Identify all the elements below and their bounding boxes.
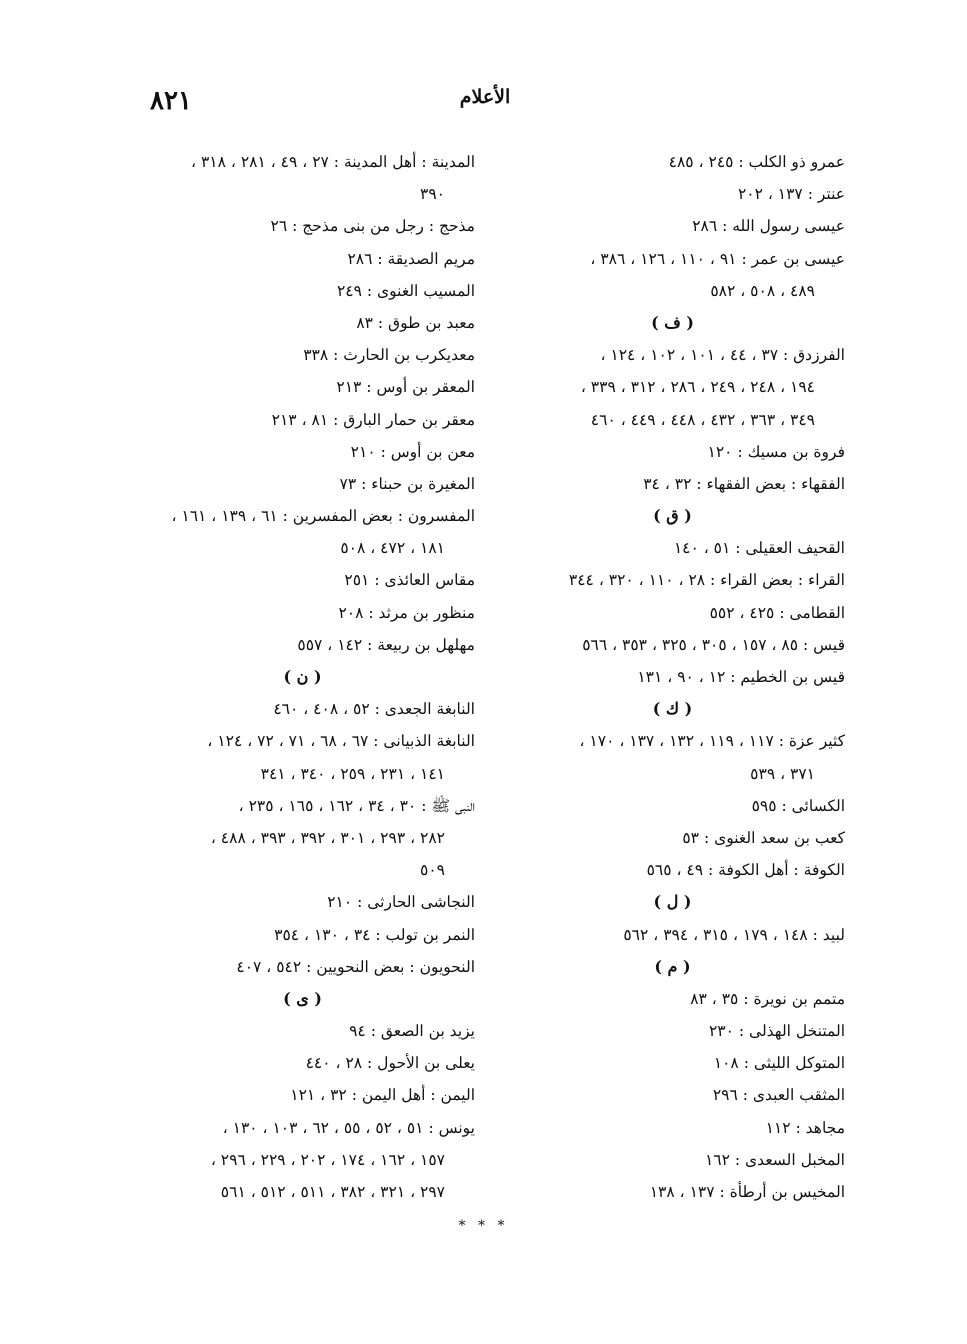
index-entry: النابغة الذبيانى : ٦٧ ، ٦٨ ، ٧١ ، ٧٢ ، ١٢٤ ،	[207, 732, 475, 751]
index-entry: النمر بن تولب : ٣٤ ، ١٣٠ ، ٣٥٤	[274, 925, 475, 944]
index-letter-heading: ( م )	[654, 956, 691, 976]
index-entry-continuation: ٥٠٩	[420, 861, 445, 880]
index-entry: يزيد بن الصعق : ٩٤	[349, 1022, 475, 1041]
index-letter-heading: ( ى )	[283, 988, 322, 1008]
index-entry: المخبل السعدى : ١٦٢	[704, 1150, 845, 1169]
index-entry: المعقر بن أوس : ٢١٣	[336, 378, 475, 397]
index-entry: الفرزدق : ٣٧ ، ٤٤ ، ١٠١ ، ١٠٢ ، ١٢٤ ،	[600, 346, 845, 365]
index-entry: الكسائى : ٥٩٥	[751, 796, 845, 815]
index-entry: القراء : بعض القراء : ٢٨ ، ١١٠ ، ٣٢٠ ، ٣٤٤	[568, 571, 845, 590]
index-entry: متمم بن نويرة : ٣٥ ، ٨٣	[690, 989, 845, 1008]
index-entry-continuation: ١٥٧ ، ١٦٢ ، ١٧٤ ، ٢٠٢ ، ٢٢٩ ، ٢٩٦ ،	[210, 1150, 445, 1169]
index-entry-continuation: ٣٤٩ ، ٣٦٣ ، ٤٣٢ ، ٤٤٨ ، ٤٤٩ ، ٤٦٠	[590, 410, 815, 429]
index-entry: المسيب الغنوى : ٢٤٩	[336, 281, 475, 300]
index-entry: مجاهد : ١١٢	[765, 1118, 845, 1137]
index-entry: المتنخل الهذلى : ٢٣٠	[708, 1022, 845, 1041]
index-entry: النحويون : بعض النحويين : ٥٤٢ ، ٤٠٧	[236, 957, 475, 976]
index-entry: الكوفة : أهل الكوفة : ٤٩ ، ٥٦٥	[646, 861, 845, 880]
index-entry: معقر بن حمار البارق : ٨١ ، ٢١٣	[271, 410, 475, 429]
index-entry: المتوكل الليثى : ١٠٨	[713, 1054, 845, 1073]
index-entry: معبد بن طوق : ٨٣	[356, 313, 475, 332]
index-entry: معديكرب بن الحارث : ٣٣٨	[303, 346, 475, 365]
index-entry-continuation: ٤٨٩ ، ٥٠٨ ، ٥٨٢	[710, 281, 815, 300]
index-entry: قيس : ٨٥ ، ١٥٧ ، ٣٠٥ ، ٣٢٥ ، ٣٥٣ ، ٥٦٦	[582, 635, 845, 654]
index-column-left	[130, 146, 475, 1208]
index-entry: قيس بن الخطيم : ١٢ ، ٩٠ ، ١٣١	[637, 668, 845, 686]
index-letter-heading: ( ن )	[283, 667, 322, 686]
index-entry: فروة بن مسيك : ١٢٠	[707, 442, 845, 461]
index-entry: منظور بن مرثد : ٢٠٨	[338, 603, 475, 622]
index-entry: اليمن : أهل اليمن : ٣٢ ، ١٢١	[290, 1086, 475, 1105]
index-entry: معن بن أوس : ٢١٠	[350, 442, 475, 461]
index-entry: المفسرون : بعض المفسرين : ٦١ ، ١٣٩ ، ١٦١ ،	[171, 507, 475, 526]
index-entry-continuation: ٢٨٢ ، ٢٩٣ ، ٣٠١ ، ٣٩٢ ، ٣٩٣ ، ٤٨٨ ،	[210, 828, 445, 847]
index-entry: المدينة : أهل المدينة : ٢٧ ، ٤٩ ، ٢٨١ ، ٣١٨ ،	[191, 153, 475, 171]
index-entry: لبيد : ١٤٨ ، ١٧٩ ، ٣١٥ ، ٣٩٤ ، ٥٦٢	[623, 925, 845, 944]
index-entry: مريم الصديقة : ٢٨٦	[347, 249, 475, 268]
index-entry: مهلهل بن ربيعة : ١٤٢ ، ٥٥٧	[297, 635, 475, 654]
index-entry: كعب بن سعد الغنوى : ٥٣	[682, 828, 845, 847]
index-entry: عيسى رسول الله : ٢٨٦	[692, 217, 845, 236]
index-entry: النبى ﷺ : ٣٠ ، ٣٤ ، ١٦٢ ، ١٦٥ ، ٢٣٥ ،	[238, 796, 475, 815]
page-number: ٨٢١	[150, 86, 192, 116]
index-entry: القحيف العقيلى : ٥١ ، ١٤٠	[673, 539, 845, 558]
section-end-ornament: * * *	[458, 1218, 509, 1234]
index-entry: القطامى : ٤٢٥ ، ٥٥٢	[709, 603, 845, 622]
index-letter-heading: ( ف )	[651, 312, 694, 332]
index-entry: عيسى بن عمر : ٩١ ، ١١٠ ، ١٢٦ ، ٣٨٦ ،	[590, 249, 845, 268]
index-letter-heading: ( ق )	[653, 506, 692, 526]
index-entry: الفقهاء : بعض الفقهاء : ٣٢ ، ٣٤	[643, 474, 845, 493]
index-entry: عمرو ذو الكلب : ٢٤٥ ، ٤٨٥	[668, 153, 845, 171]
index-entry: يونس : ٥١ ، ٥٢ ، ٥٥ ، ٦٢ ، ١٠٣ ، ١٣٠ ،	[222, 1118, 475, 1137]
index-entry: النجاشى الحارثى : ٢١٠	[327, 893, 475, 912]
index-entry-continuation: ٣٩٠	[420, 185, 445, 204]
index-entry: النابغة الجعدى : ٥٢ ، ٤٠٨ ، ٤٦٠	[273, 700, 475, 719]
index-entry: مذحج : رجل من بنى مذحج : ٢٦	[270, 217, 475, 236]
index-entry: يعلى بن الأحول : ٢٨ ، ٤٤٠	[305, 1054, 475, 1073]
running-header-title: الأعلام	[459, 86, 511, 108]
index-entry: عنتر : ١٣٧ ، ٢٠٢	[737, 185, 845, 204]
index-letter-heading: ( ك )	[652, 699, 693, 719]
index-column-right	[500, 146, 845, 1208]
index-entry-continuation: ٣٧١ ، ٥٣٩	[750, 764, 815, 783]
index-entry-continuation: ١٨١ ، ٤٧٢ ، ٥٠٨	[340, 539, 445, 558]
index-entry-continuation: ١٩٤ ، ٢٤٨ ، ٢٤٩ ، ٢٨٦ ، ٣١٢ ، ٣٣٩ ،	[580, 378, 815, 397]
index-entry: المغيرة بن حبناء : ٧٣	[339, 474, 475, 493]
index-entry: مقاس العائذى : ٢٥١	[344, 571, 475, 590]
index-entry: المخيس بن أرطأة : ١٣٧ ، ١٣٨	[649, 1183, 845, 1201]
index-letter-heading: ( ل )	[653, 892, 692, 912]
index-entry-continuation: ١٤١ ، ٢٣١ ، ٢٥٩ ، ٣٤٠ ، ٣٤١	[260, 764, 445, 783]
index-entry: كثير عزة : ١١٧ ، ١١٩ ، ١٣٢ ، ١٣٧ ، ١٧٠ ،	[579, 732, 845, 751]
index-entry-continuation: ٢٩٧ ، ٣٢١ ، ٣٨٢ ، ٥١١ ، ٥١٢ ، ٥٦١	[220, 1183, 445, 1201]
index-entry: المثقب العبدى : ٢٩٦	[712, 1086, 845, 1105]
